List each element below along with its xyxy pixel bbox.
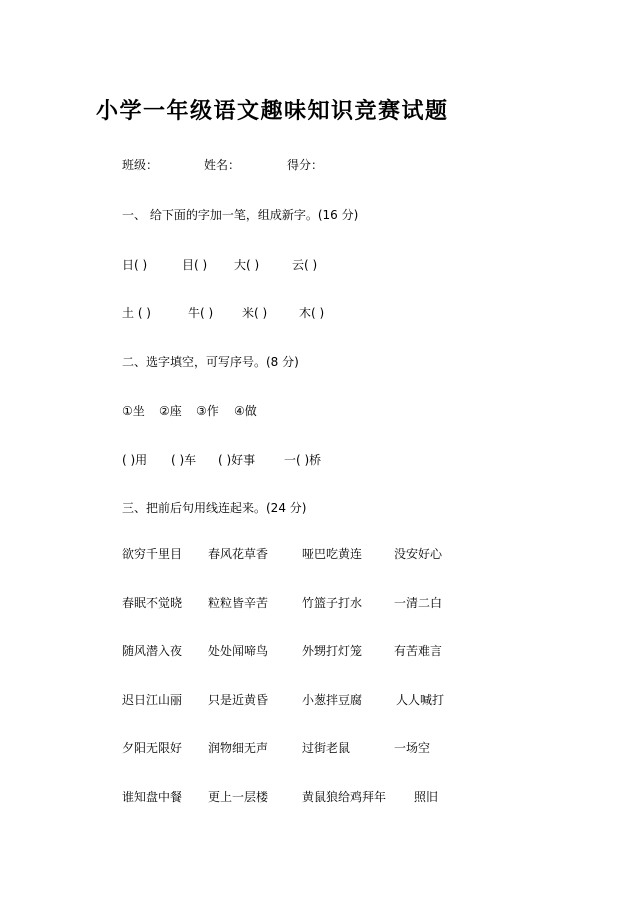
option-item: ④做	[234, 404, 257, 418]
match-item: 夕阳无限好	[122, 741, 183, 755]
match-item: 哑巴吃黄连	[302, 547, 363, 561]
match-item: 有苦难言	[394, 644, 443, 658]
match-item: 没安好心	[394, 547, 443, 561]
section1-item: 目( )	[182, 258, 208, 272]
section2-heading: 二、选字填空，可写序号。(8 分)	[122, 355, 299, 369]
match-item: 随风潜入夜	[122, 644, 183, 658]
match-item: 粒粒皆辛苦	[208, 596, 269, 610]
section1-item: 日( )	[122, 258, 148, 272]
score-label: 得分：	[287, 158, 324, 172]
match-item: 一场空	[394, 741, 431, 755]
match-item: 黄鼠狼给鸡拜年	[302, 790, 387, 804]
match-item: 只是近黄昏	[208, 693, 269, 707]
section1-item: 木( )	[299, 306, 325, 320]
class-label: 班级：	[122, 158, 159, 172]
match-item: 更上一层楼	[208, 790, 269, 804]
blank-item: ( )好事	[218, 453, 256, 467]
section1-heading: 一、 给下面的字加一笔，组成新字。(16 分)	[122, 208, 359, 222]
match-item: 处处闻啼鸟	[208, 644, 269, 658]
section1-item: 大( )	[234, 258, 260, 272]
option-item: ③作	[196, 404, 219, 418]
name-label: 姓名：	[204, 158, 241, 172]
match-item: 竹篮子打水	[302, 596, 363, 610]
match-item: 欲穷千里目	[122, 547, 183, 561]
match-item: 过街老鼠	[302, 741, 351, 755]
match-item: 照旧	[414, 790, 439, 804]
blank-item: ( )用	[122, 453, 148, 467]
match-item: 外甥打灯笼	[302, 644, 363, 658]
section3-heading: 三、把前后句用线连起来。(24 分)	[122, 501, 307, 515]
match-item: 春眠不觉晓	[122, 596, 183, 610]
option-item: ②座	[159, 404, 182, 418]
section1-item: 牛( )	[188, 306, 214, 320]
match-item: 人人喊打	[396, 693, 445, 707]
section1-item: 云( )	[292, 258, 318, 272]
match-item: 润物细无声	[208, 741, 269, 755]
page-title: 小学一年级语文趣味知识竞赛试题	[96, 99, 449, 124]
blank-item: ( )车	[171, 453, 197, 467]
blank-item: 一( )桥	[284, 453, 322, 467]
match-item: 春风花草香	[208, 547, 269, 561]
section1-item: 土 ( )	[122, 306, 151, 320]
section1-item: 米( )	[242, 306, 268, 320]
match-item: 一清二白	[394, 596, 443, 610]
option-item: ①坐	[122, 404, 145, 418]
match-item: 谁知盘中餐	[122, 790, 183, 804]
match-item: 小葱拌豆腐	[302, 693, 363, 707]
match-item: 迟日江山丽	[122, 693, 183, 707]
